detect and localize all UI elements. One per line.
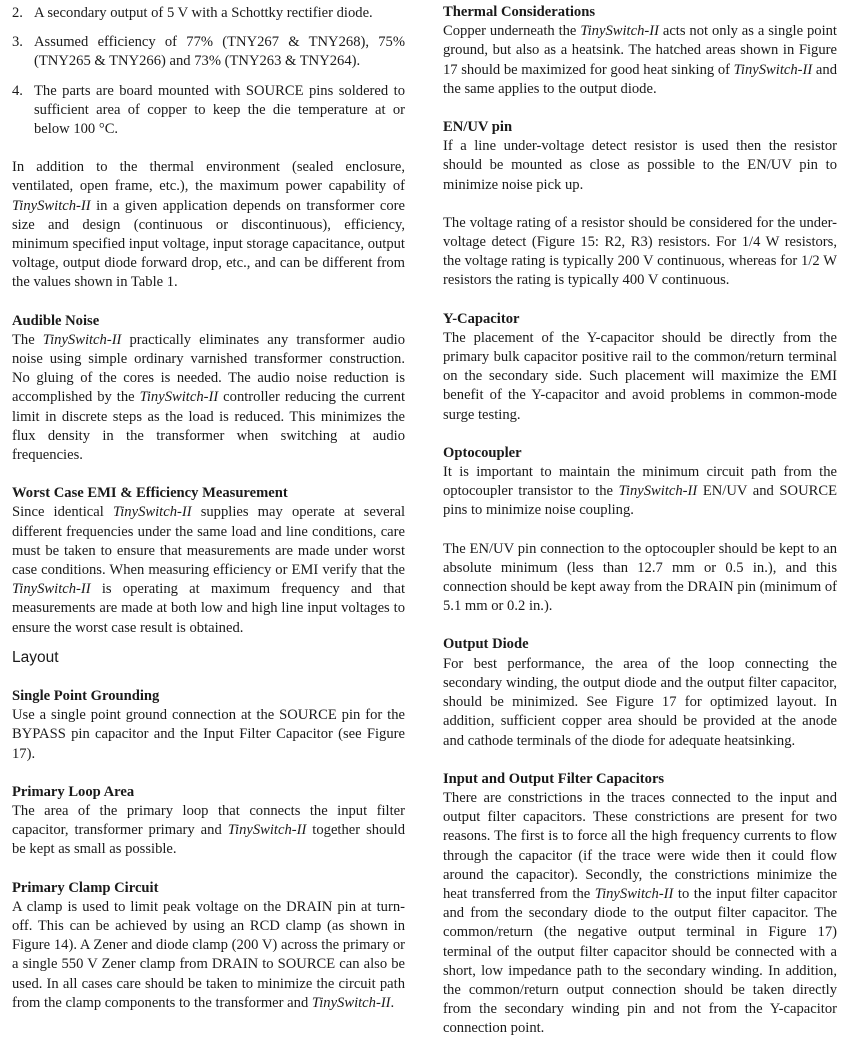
right-column bbox=[443, 3, 837, 1039]
optocoupler-paragraph-1: It is important to maintain the minimum circuit path from the optocoupler transistor to the TinySwitch-II EN/UV and SOURCE pins to minimize noise coupling. bbox=[443, 464, 837, 519]
left-column bbox=[12, 4, 405, 1013]
primary-clamp-heading: Primary Clamp Circuit bbox=[12, 879, 159, 896]
primary-clamp-paragraph: A clamp is used to limit peak voltage on the DRAIN pin at turn-off. This can be achieved by using an RCD clamp (as shown in Figure 14). A Zener and diode clamp (200 V) across the primary or a single 550 V Zener clamp from DRAIN to SOURCE can also be used. In all cases care should be taken to minimize the circuit path from the clamp components to the transformer and TinySwitch-II. bbox=[12, 898, 405, 1011]
enuv-pin-paragraph-1: If a line under-voltage detect resistor is used then the resistor should be mounted as close as possible to the EN/UV pin to minimize noise pick up. bbox=[443, 138, 837, 193]
enuv-pin-paragraph-2: The voltage rating of a resistor should be considered for the under-voltage detect (Figure 15: R2, R3) resistors. For 1/4 W resistors, the voltage rating is typically 200 V continuous, whereas for 1/2 W resistors the rating is typically 400 V continuous. bbox=[443, 214, 837, 289]
thermal-considerations-paragraph: Copper underneath the TinySwitch-II acts not only as a single point ground, but also as a heatsink. The hatched areas shown in Figure 17 should be maximized for good heat sinking of TinySwitch-II and the same applies to the output diode. bbox=[443, 23, 837, 97]
filter-capacitors-heading: Input and Output Filter Capacitors bbox=[443, 770, 665, 787]
single-point-grounding-heading: Single Point Grounding bbox=[12, 687, 160, 704]
thermal-considerations-heading: Thermal Considerations bbox=[443, 4, 596, 20]
enuv-pin-heading: EN/UV pin bbox=[443, 119, 513, 136]
audible-noise-paragraph: The TinySwitch-II practically eliminates any transformer audio noise using simple ordinary varnished transformer construction. No gluing of the cores is needed. The audio noise reduction is accomplished by the TinySwitch-II controller reducing the current limit in discrete steps as the load is reduced. This minimizes the flux density in the transformer when switching at audio frequencies. bbox=[12, 331, 406, 464]
list-number: 4. bbox=[12, 82, 23, 99]
primary-loop-area-paragraph: The area of the primary loop that connects the input filter capacitor, transformer primary and TinySwitch-II together should be kept as small as possible. bbox=[12, 802, 405, 858]
thermal-environment-paragraph: In addition to the thermal environment (sealed enclosure, ventilated, open frame, etc.), the maximum power capability of TinySwitch-II in a given application depends on transformer core size and design (continuous or discontinuous), efficiency, minimum specified input voltage, input storage capacitance, output voltage, output diode forward drop, etc., and can be different from the values shown in Table 1. bbox=[12, 159, 405, 291]
optocoupler-paragraph-2: The EN/UV pin connection to the optocoupler should be kept to an absolute minimum (less than 12.7 mm or 0.5 in.), and this connection should be kept away from the DRAIN pin (minimum of 5.1 mm or 0.2 in.). bbox=[443, 540, 837, 615]
list-text: The parts are board mounted with SOURCE pins soldered to sufficient area of copper to keep the die temperature at or below 100 °C. bbox=[34, 82, 405, 138]
filter-capacitors-paragraph: There are constrictions in the traces connected to the input and output filter capacitors. These constrictions are present for two reasons. The first is to force all the high frequency currents to flow through the capacitor (if the trace were wide then it could flow around the capacitor). Secondly, the constrictions minimize the heat transferred from the TinySwitch-II to the input filter capacitor and from the secondary diode to the output filter capacitor. The common/return (the negative output terminal in Figure 17) terminal of the output filter capacitor should be connected with a short, low impedance path to the secondary winding. In addition, the common/return output connection should be taken directly from the secondary winding pin and not from the Y-capacitor connection point. bbox=[443, 789, 837, 1037]
y-capacitor-paragraph: The placement of the Y-capacitor should be directly from the primary bulk capacitor positive rail to the common/return terminal on the secondary side. Such placement will maximize the EMI benefit of the Y-capacitor and avoid problems in common-mode surge testing. bbox=[443, 329, 837, 423]
y-capacitor-heading: Y-Capacitor bbox=[443, 310, 520, 327]
list-number: 2. bbox=[12, 5, 23, 21]
list-text: A secondary output of 5 V with a Schottky rectifier diode. bbox=[34, 5, 373, 21]
worst-case-paragraph: Since identical TinySwitch-II supplies may operate at several different frequencies under the same load and line conditions, care must be taken to ensure that measurements are made under worst case conditions. When measuring efficiency or EMI verify that the TinySwitch-II is operating at maximum frequency and that measurements are made at both low and high line input voltages to ensure the worst case result is obtained. bbox=[12, 504, 405, 636]
list-number: 3. bbox=[12, 34, 23, 51]
list-text: Assumed efficiency of 77% (TNY267 & TNY268), 75% (TNY265 & TNY266) and 73% (TNY263 & TNY264). bbox=[34, 34, 405, 70]
layout-section-heading: Layout bbox=[12, 648, 59, 666]
optocoupler-heading: Optocoupler bbox=[443, 444, 522, 461]
primary-loop-area-heading: Primary Loop Area bbox=[12, 783, 135, 800]
list-item-2 bbox=[12, 4, 405, 23]
audible-noise-heading: Audible Noise bbox=[12, 312, 100, 329]
single-point-grounding-paragraph: Use a single point ground connection at the SOURCE pin for the BYPASS pin capacitor and the Input Filter Capacitor (see Figure 17). bbox=[12, 707, 405, 762]
output-diode-heading: Output Diode bbox=[443, 636, 529, 653]
worst-case-heading: Worst Case EMI & Efficiency Measurement bbox=[12, 485, 288, 502]
list-item-4 bbox=[12, 82, 405, 140]
list-item-3 bbox=[12, 33, 405, 71]
output-diode-paragraph: For best performance, the area of the loop connecting the secondary winding, the output diode and the output filter capacitor, should be minimized. See Figure 17 for optimized layout. In addition, sufficient copper area should be provided at the anode and cathode terminals of the diode for adequate heatsinking. bbox=[443, 655, 837, 749]
